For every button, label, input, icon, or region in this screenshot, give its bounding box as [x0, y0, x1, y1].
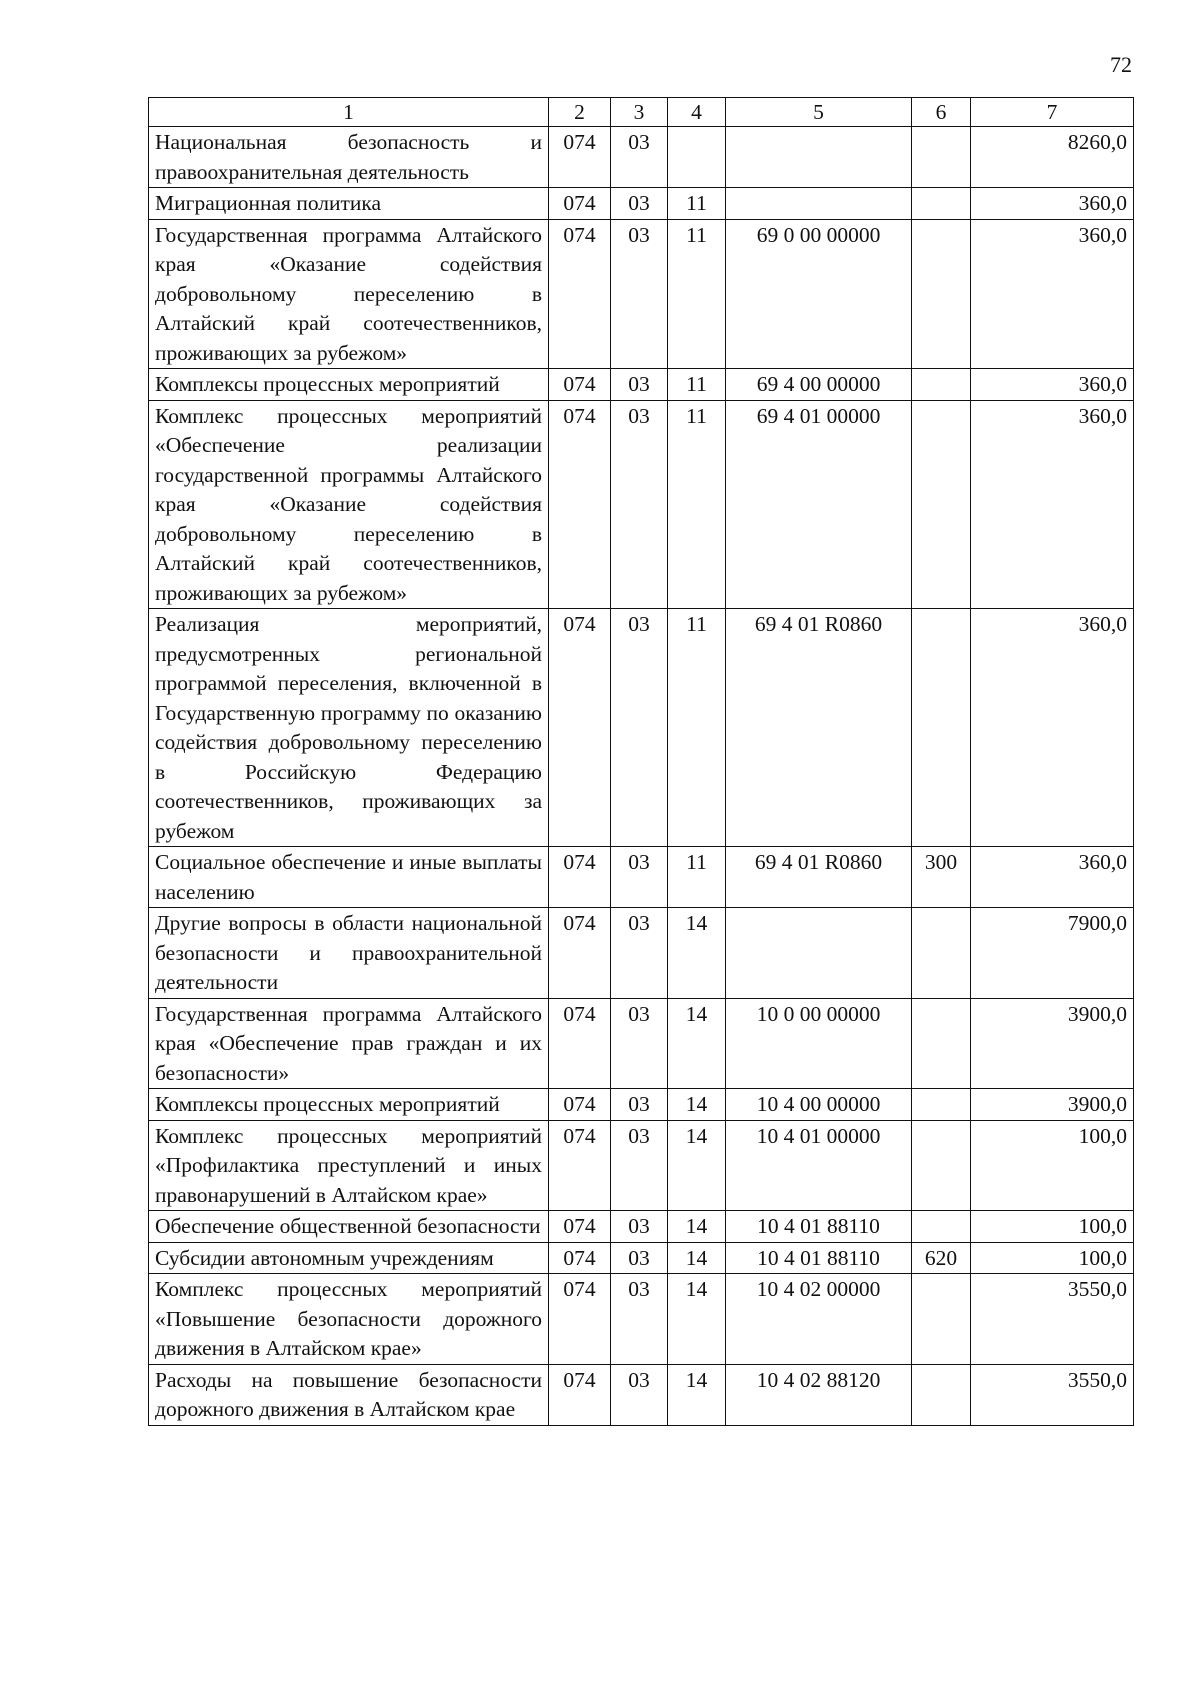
target-article-cell: 69 0 00 00000: [726, 219, 912, 369]
section-code-cell: 03: [611, 1211, 668, 1243]
target-article-cell: 10 4 01 00000: [726, 1120, 912, 1211]
expense-type-cell: 620: [912, 1242, 971, 1274]
section-code-cell: 03: [611, 908, 668, 999]
expense-type-cell: [912, 1364, 971, 1425]
table-row: [149, 1089, 1134, 1121]
section-code-cell: 03: [611, 1089, 668, 1121]
subsection-code-cell: 11: [668, 609, 726, 847]
subsection-code-cell: [668, 127, 726, 188]
section-code-cell: 03: [611, 188, 668, 220]
section-code-cell: 03: [611, 609, 668, 847]
section-code-cell: 03: [611, 400, 668, 609]
subsection-code-cell: 14: [668, 1274, 726, 1365]
section-code-cell: 03: [611, 219, 668, 369]
expense-type-cell: [912, 188, 971, 220]
expense-type-cell: [912, 908, 971, 999]
target-article-cell: 10 4 01 88110: [726, 1211, 912, 1243]
row-name-cell: Другие вопросы в области национальной безопасности и правоохранительной деятельности: [149, 908, 549, 999]
amount-cell: 100,0: [971, 1211, 1134, 1243]
table-row: [149, 219, 1134, 369]
expense-type-cell: [912, 219, 971, 369]
row-name-cell: Расходы на повышение безопасности дорожного движения в Алтайском крае: [149, 1364, 549, 1425]
column-header: 2: [549, 98, 611, 127]
ministry-code-cell: 074: [549, 998, 611, 1089]
ministry-code-cell: 074: [549, 609, 611, 847]
row-name-cell: Социальное обеспечение и иные выплаты населению: [149, 847, 549, 908]
table-row: [149, 369, 1134, 401]
subsection-code-cell: 14: [668, 1120, 726, 1211]
amount-cell: 360,0: [971, 609, 1134, 847]
row-name-cell: Национальная безопасность и правоохранительная деятельность: [149, 127, 549, 188]
expense-type-cell: [912, 609, 971, 847]
row-name-cell: Государственная программа Алтайского края «Оказание содействия добровольному переселению в Алтайский край соотечественников, проживающих за рубежом»: [149, 219, 549, 369]
amount-cell: 100,0: [971, 1242, 1134, 1274]
expense-type-cell: [912, 998, 971, 1089]
ministry-code-cell: 074: [549, 1364, 611, 1425]
target-article-cell: 10 4 02 00000: [726, 1274, 912, 1365]
table-body: [149, 127, 1134, 1426]
table-row: [149, 1274, 1134, 1365]
ministry-code-cell: 074: [549, 1120, 611, 1211]
row-name-cell: Комплексы процессных мероприятий: [149, 1089, 549, 1121]
subsection-code-cell: 11: [668, 188, 726, 220]
table-row: [149, 1211, 1134, 1243]
table-row: [149, 998, 1134, 1089]
target-article-cell: 10 4 00 00000: [726, 1089, 912, 1121]
section-code-cell: 03: [611, 1364, 668, 1425]
subsection-code-cell: 14: [668, 1364, 726, 1425]
target-article-cell: 10 4 01 88110: [726, 1242, 912, 1274]
ministry-code-cell: 074: [549, 369, 611, 401]
amount-cell: 8260,0: [971, 127, 1134, 188]
table-row: [149, 1120, 1134, 1211]
expense-type-cell: [912, 127, 971, 188]
column-header: 6: [912, 98, 971, 127]
target-article-cell: [726, 188, 912, 220]
subsection-code-cell: 11: [668, 369, 726, 401]
ministry-code-cell: 074: [549, 127, 611, 188]
table-row: [149, 609, 1134, 847]
amount-cell: 100,0: [971, 1120, 1134, 1211]
table-row: [149, 400, 1134, 609]
amount-cell: 360,0: [971, 847, 1134, 908]
row-name-cell: Комплекс процессных мероприятий «Повышение безопасности дорожного движения в Алтайском крае»: [149, 1274, 549, 1365]
row-name-cell: Комплексы процессных мероприятий: [149, 369, 549, 401]
target-article-cell: 10 0 00 00000: [726, 998, 912, 1089]
target-article-cell: 69 4 01 R0860: [726, 847, 912, 908]
ministry-code-cell: 074: [549, 1242, 611, 1274]
section-code-cell: 03: [611, 847, 668, 908]
amount-cell: 3550,0: [971, 1274, 1134, 1365]
table-row: [149, 1364, 1134, 1425]
table-header-row: [149, 98, 1134, 127]
ministry-code-cell: 074: [549, 1274, 611, 1365]
target-article-cell: [726, 127, 912, 188]
expense-type-cell: [912, 369, 971, 401]
amount-cell: 3900,0: [971, 998, 1134, 1089]
section-code-cell: 03: [611, 998, 668, 1089]
ministry-code-cell: 074: [549, 1089, 611, 1121]
target-article-cell: 69 4 00 00000: [726, 369, 912, 401]
ministry-code-cell: 074: [549, 188, 611, 220]
row-name-cell: Комплекс процессных мероприятий «Обеспечение реализации государственной программы Алтайского края «Оказание содействия добровольному переселению в Алтайский край соотечественников, проживающих за рубежом»: [149, 400, 549, 609]
subsection-code-cell: 11: [668, 400, 726, 609]
target-article-cell: 69 4 01 00000: [726, 400, 912, 609]
column-header: 5: [726, 98, 912, 127]
ministry-code-cell: 074: [549, 219, 611, 369]
section-code-cell: 03: [611, 369, 668, 401]
amount-cell: 360,0: [971, 400, 1134, 609]
row-name-cell: Субсидии автономным учреждениям: [149, 1242, 549, 1274]
page-number: 72: [1110, 52, 1132, 77]
subsection-code-cell: 11: [668, 847, 726, 908]
section-code-cell: 03: [611, 127, 668, 188]
column-header: 1: [149, 98, 549, 127]
column-header: 7: [971, 98, 1134, 127]
row-name-cell: Комплекс процессных мероприятий «Профилактика преступлений и иных правонарушений в Алтайском крае»: [149, 1120, 549, 1211]
ministry-code-cell: 074: [549, 400, 611, 609]
subsection-code-cell: 14: [668, 1211, 726, 1243]
section-code-cell: 03: [611, 1242, 668, 1274]
column-header: 4: [668, 98, 726, 127]
target-article-cell: 69 4 01 R0860: [726, 609, 912, 847]
ministry-code-cell: 074: [549, 1211, 611, 1243]
section-code-cell: 03: [611, 1274, 668, 1365]
table-row: [149, 847, 1134, 908]
expense-type-cell: [912, 1211, 971, 1243]
expense-type-cell: 300: [912, 847, 971, 908]
table-row: [149, 1242, 1134, 1274]
amount-cell: 7900,0: [971, 908, 1134, 999]
amount-cell: 3900,0: [971, 1089, 1134, 1121]
row-name-cell: Реализация мероприятий, предусмотренных региональной программой переселения, включенной в Государственную программу по оказанию содействия добровольному переселению в Российскую Федерацию соотечественников, проживающих за рубежом: [149, 609, 549, 847]
subsection-code-cell: 14: [668, 1242, 726, 1274]
subsection-code-cell: 14: [668, 998, 726, 1089]
table-row: [149, 127, 1134, 188]
target-article-cell: [726, 908, 912, 999]
column-header: 3: [611, 98, 668, 127]
table-row: [149, 908, 1134, 999]
subsection-code-cell: 14: [668, 908, 726, 999]
budget-table: [148, 97, 1134, 1426]
table-row: [149, 188, 1134, 220]
subsection-code-cell: 14: [668, 1089, 726, 1121]
row-name-cell: Миграционная политика: [149, 188, 549, 220]
expense-type-cell: [912, 1274, 971, 1365]
amount-cell: 360,0: [971, 369, 1134, 401]
target-article-cell: 10 4 02 88120: [726, 1364, 912, 1425]
section-code-cell: 03: [611, 1120, 668, 1211]
ministry-code-cell: 074: [549, 908, 611, 999]
amount-cell: 360,0: [971, 188, 1134, 220]
expense-type-cell: [912, 400, 971, 609]
ministry-code-cell: 074: [549, 847, 611, 908]
row-name-cell: Государственная программа Алтайского края «Обеспечение прав граждан и их безопасности»: [149, 998, 549, 1089]
amount-cell: 360,0: [971, 219, 1134, 369]
expense-type-cell: [912, 1089, 971, 1121]
row-name-cell: Обеспечение общественной безопасности: [149, 1211, 549, 1243]
expense-type-cell: [912, 1120, 971, 1211]
subsection-code-cell: 11: [668, 219, 726, 369]
amount-cell: 3550,0: [971, 1364, 1134, 1425]
